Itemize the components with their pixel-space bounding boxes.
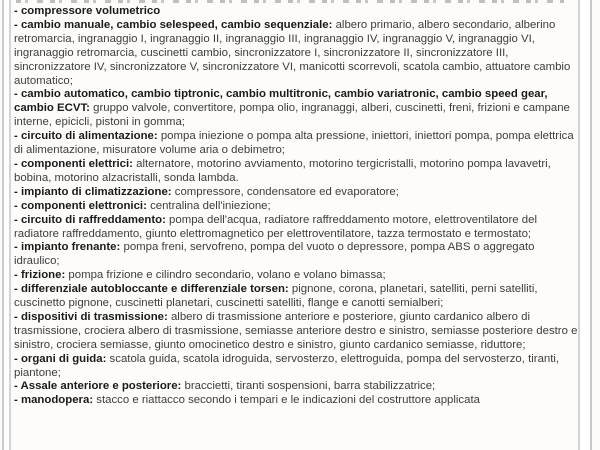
item-label: - Assale anteriore e posteriore: <box>14 380 182 393</box>
list-item <box>14 186 578 200</box>
list-item <box>14 5 578 19</box>
list-item <box>14 158 578 186</box>
item-text: scatola guida, scatola idroguida, servosterzo, elettroguida, pompa del servosterzo, tiranti, piantone; <box>14 352 560 379</box>
item-label: - frizione: <box>14 269 66 282</box>
item-label: - dispositivi di trasmissione: <box>14 310 168 323</box>
item-label: - componenti elettrici: <box>14 157 133 170</box>
item-text: pompa frizione e cilindro secondario, volano e volano bimassa; <box>65 269 386 282</box>
list-item <box>14 241 578 269</box>
coverage-items-list <box>11 5 578 408</box>
list-item <box>14 214 578 242</box>
item-label: - cambio automatico, cambio tiptronic, cambio multitronic, cambio variatronic, cambio speed gear, cambio ECVT: <box>14 88 548 115</box>
item-label: - manodopera: <box>14 394 94 407</box>
item-text: pompa freni, servofreno, pompa del vuoto o depressore, pompa ABS o aggregato idraulico; <box>14 241 535 268</box>
list-item <box>14 19 578 89</box>
list-item <box>14 269 578 283</box>
item-text: centralina dell'iniezione; <box>146 199 271 212</box>
item-text: alternatore, motorino avviamento, motorino tergicristalli, motorino pompa lavavetri, bobina, motorino alzacristalli, sonda lambda. <box>14 157 551 184</box>
list-item <box>14 380 578 394</box>
item-text: pompa iniezione o pompa alta pressione, iniettori, iniettori pompa, pompa elettrica di alimentazione, misuratore volume aria o debimetro; <box>14 130 574 157</box>
item-text: compressore, condensatore ed evaporatore; <box>171 185 399 198</box>
list-item <box>14 200 578 214</box>
right-border-gap <box>580 0 590 450</box>
clipped-text-top-edge <box>16 0 564 3</box>
list-item <box>14 130 578 158</box>
list-item <box>14 394 578 408</box>
list-item <box>14 283 578 311</box>
item-label: - componenti elettronici: <box>14 199 147 212</box>
item-text: braccietti, tiranti sospensioni, barra stabilizzatrice; <box>181 380 436 393</box>
item-text: albero di trasmissione anteriore e posteriore, giunto cardanico albero di trasmissione, crociera albero di trasmissione, semiasse anteriore destro e sinistro, semiasse posteriore destro e sinistro, crociera semiasse, giunto omocinetico destro e sinistro, giunto cardanico semiasse, riduttore; <box>14 310 578 351</box>
item-label: - impianto di climatizzazione: <box>14 185 172 198</box>
item-text: gruppo valvole, convertitore, pompa olio, ingranaggi, alberi, cuscinetti, freni, frizioni e campane interne, epicicli, pistoni in gomma; <box>14 102 570 129</box>
item-text: albero primario, albero secondario, alberino retromarcia, ingranaggio I, ingranaggio II, ingranaggio III, ingranaggio IV, ingranaggio V, ingranaggio VI, ingranaggio retromarcia, cuscinetti cambio, sincronizzatore I, sincronizzatore II, sincronizzatore III, sincronizzatore IV, sincronizzatore V, sincronizzatore VI, manicotti scorrevoli, scatola cambio, attuatore cambio automatico; <box>14 18 571 87</box>
item-label: - cambio manuale, cambio selespeed, cambio sequenziale: <box>14 18 333 31</box>
list-item <box>14 311 578 353</box>
item-text: pompa dell'acqua, radiatore raffreddamento motore, elettroventilatore del radiatore raffreddamento, giunto elettromagnetico per elettroventilatore, tazza termostato e termostato; <box>14 213 538 240</box>
item-text: pignone, corona, planetari, satelliti, perni satelliti, cuscinetto pignone, cuscinetti planetari, cuscinetti satelliti, flange e canotti semialberi; <box>14 283 538 310</box>
item-label: - organi di guida: <box>14 352 107 365</box>
item-text: stacco e riattacco secondo i tempari e le indicazioni del costruttore applicata <box>93 394 480 407</box>
right-outer-border-line <box>590 0 592 450</box>
item-label: - differenziale autobloccante e differenziale torsen: <box>14 283 289 296</box>
item-label: - compressore volumetrico <box>14 5 161 17</box>
list-item <box>14 353 578 381</box>
item-label: - circuito di raffreddamento: <box>14 213 166 226</box>
right-inner-border-line <box>578 0 580 450</box>
list-item <box>14 88 578 130</box>
item-label: - circuito di alimentazione: <box>14 130 158 143</box>
item-label: - impianto frenante: <box>14 241 121 254</box>
